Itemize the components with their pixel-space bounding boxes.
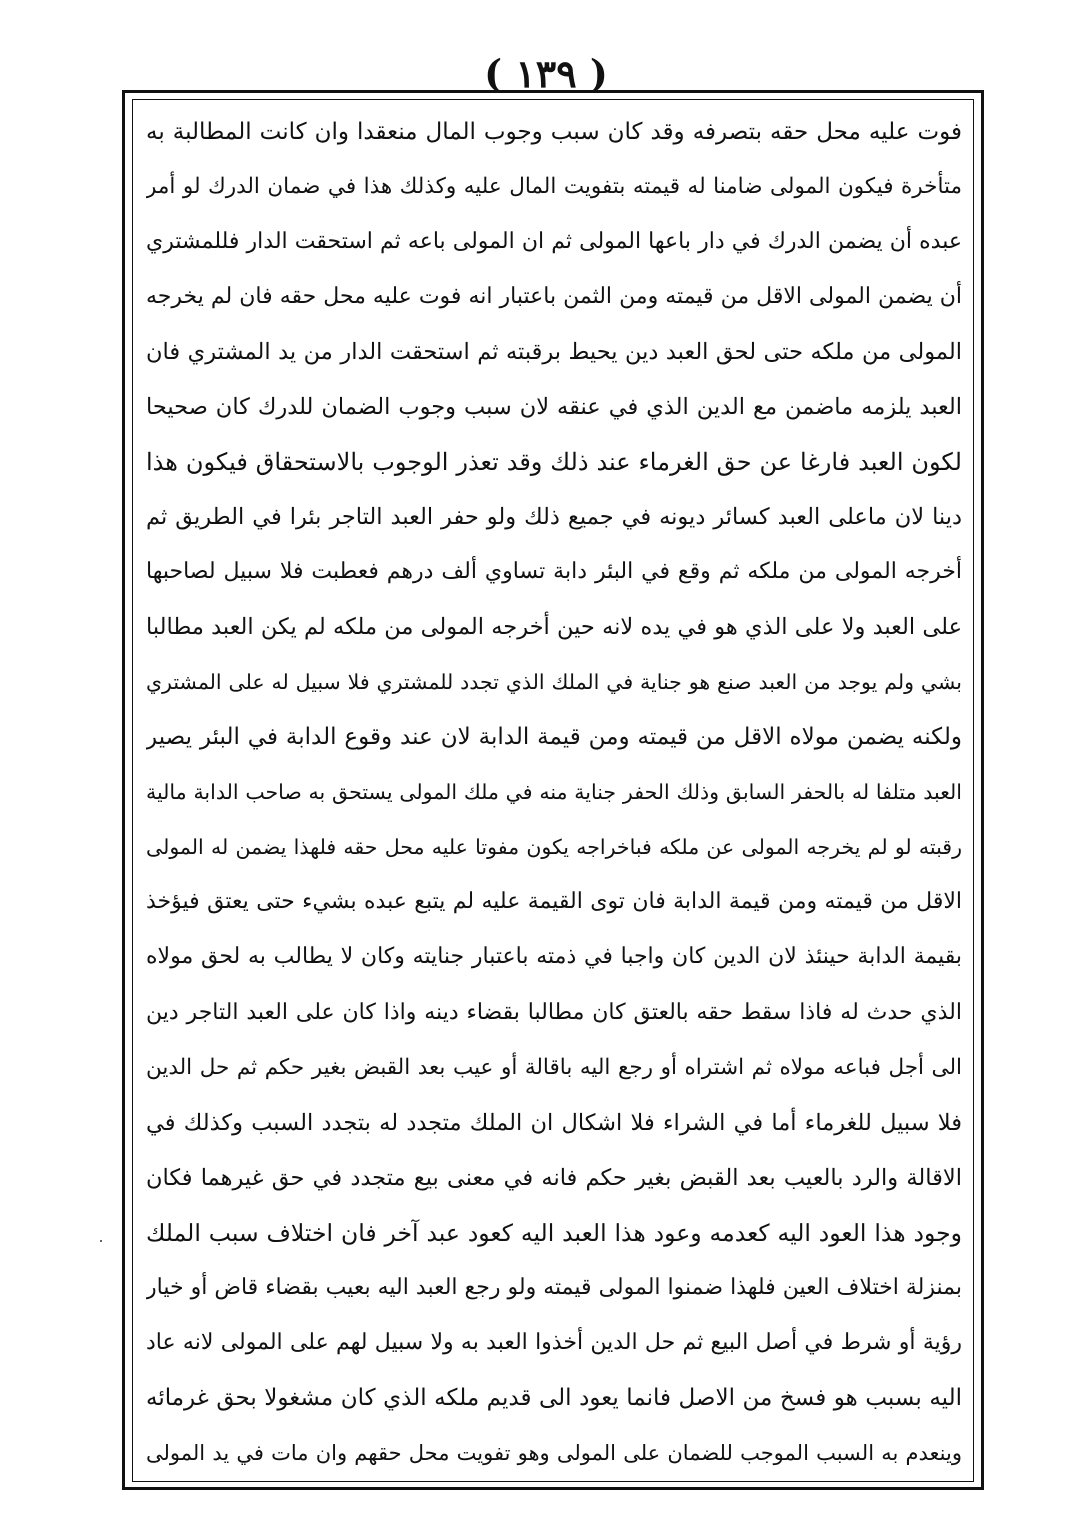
text-line: أن يضمن المولى الاقل من قيمته ومن الثمن باعتبار انه فوت عليه محل حقه فان لم يخرجه xyxy=(146,284,962,310)
text-line: فوت عليه محل حقه بتصرفه وقد كان سبب وجوب المال منعقدا وان كانت المطالبة به xyxy=(146,119,962,145)
text-line: عبده أن يضمن الدرك في دار باعها المولى ثم ان المولى باعه ثم استحقت الدار فللمشتري xyxy=(146,229,962,255)
text-line: بشي ولم يوجد من العبد صنع هو جناية في الملك الذي تجدد للمشتري فلا سبيل له على المشتري xyxy=(146,670,962,695)
text-line: أخرجه المولى من ملكه ثم وقع في البئر دابة تساوي ألف درهم فعطبت فلا سبيل لصاحبها xyxy=(146,559,962,585)
text-line: الاقالة والرد بالعيب بعد القبض بغير حكم فانه في معنى بيع متجدد في حق غيرهما فكان xyxy=(146,1164,962,1191)
text-line: العبد يلزمه ماضمن مع الدين الذي في عنقه لان سبب وجوب الضمان للدرك كان صحيحا xyxy=(146,394,962,421)
text-line: العبد متلفا له بالحفر السابق وذلك الحفر جناية منه في ملك المولى يستحق به صاحب الدابة مالية xyxy=(146,780,962,805)
text-line: وجود هذا العود اليه كعدمه وعود هذا العبد اليه كعود عبد آخر فان اختلاف سبب الملك xyxy=(146,1218,962,1247)
text-line: المولى من ملكه حتى لحق العبد دين يحيط برقبته ثم استحقت الدار من يد المشتري فان xyxy=(146,339,962,366)
text-line: فلا سبيل للغرماء أما في الشراء فلا اشكال ان الملك متجدد له بتجدد السبب وكذلك في xyxy=(146,1109,962,1136)
text-line: ولكنه يضمن مولاه الاقل من قيمته ومن قيمة الدابة لان عند وقوع الدابة في البئر يصير xyxy=(146,724,962,751)
text-line: رؤية أو شرط في أصل البيع ثم حل الدين أخذوا العبد به ولا سبيل لهم على المولى لانه عاد xyxy=(146,1329,962,1355)
text-line: وينعدم به السبب الموجب للضمان على المولى وهو تفويت محل حقهم وان مات في يد المولى xyxy=(146,1440,962,1465)
text-line: الى أجل فباعه مولاه ثم اشتراه أو رجع اليه باقالة أو عيب بعد القبض بغير حكم ثم حل الدين xyxy=(146,1054,962,1080)
text-line: اليه بسبب هو فسخ من الاصل فانما يعود الى قديم ملكه الذي كان مشغولا بحق غرمائه xyxy=(146,1384,962,1411)
page-number: ( ١٣٩ ) xyxy=(484,51,608,96)
text-line: متأخرة فيكون المولى ضامنا له قيمته بتفويت المال عليه وكذلك هذا في ضمان الدرك لو أمر xyxy=(146,174,962,200)
text-line: دينا لان ماعلى العبد كسائر ديونه في جميع ذلك ولو حفر العبد التاجر بئرا في الطريق ثم xyxy=(146,504,962,531)
text-line: لكون العبد فارغا عن حق الغرماء عند ذلك وقد تعذر الوجوب بالاستحقاق فيكون هذا xyxy=(146,448,962,477)
text-body xyxy=(146,110,962,1475)
margin-speck xyxy=(100,1240,102,1242)
text-line: بقيمة الدابة حينئذ لان الدين كان واجبا في ذمته باعتبار جنايته وكان لا يطالب به لحق مولاه xyxy=(146,944,962,970)
text-line: الاقل من قيمته ومن قيمة الدابة فان توى القيمة عليه لم يتبع عبده بشيء حتى يعتق فيؤخذ xyxy=(146,889,962,915)
text-line: رقبته لو لم يخرجه المولى عن ملكه فباخراجه يكون مفوتا عليه محل حقه فلهذا يضمن له المولى xyxy=(146,835,962,860)
text-line: بمنزلة اختلاف العين فلهذا ضمنوا المولى قيمته ولو رجع العبد اليه بعيب بقضاء قاض أو خيار xyxy=(146,1274,962,1300)
text-line: الذي حدث له فاذا سقط حقه بالعتق كان مطالبا بقضاء دينه واذا كان على العبد التاجر دين xyxy=(146,999,962,1025)
text-line: على العبد ولا على الذي هو في يده لانه حين أخرجه المولى من ملكه لم يكن العبد مطالبا xyxy=(146,614,962,641)
